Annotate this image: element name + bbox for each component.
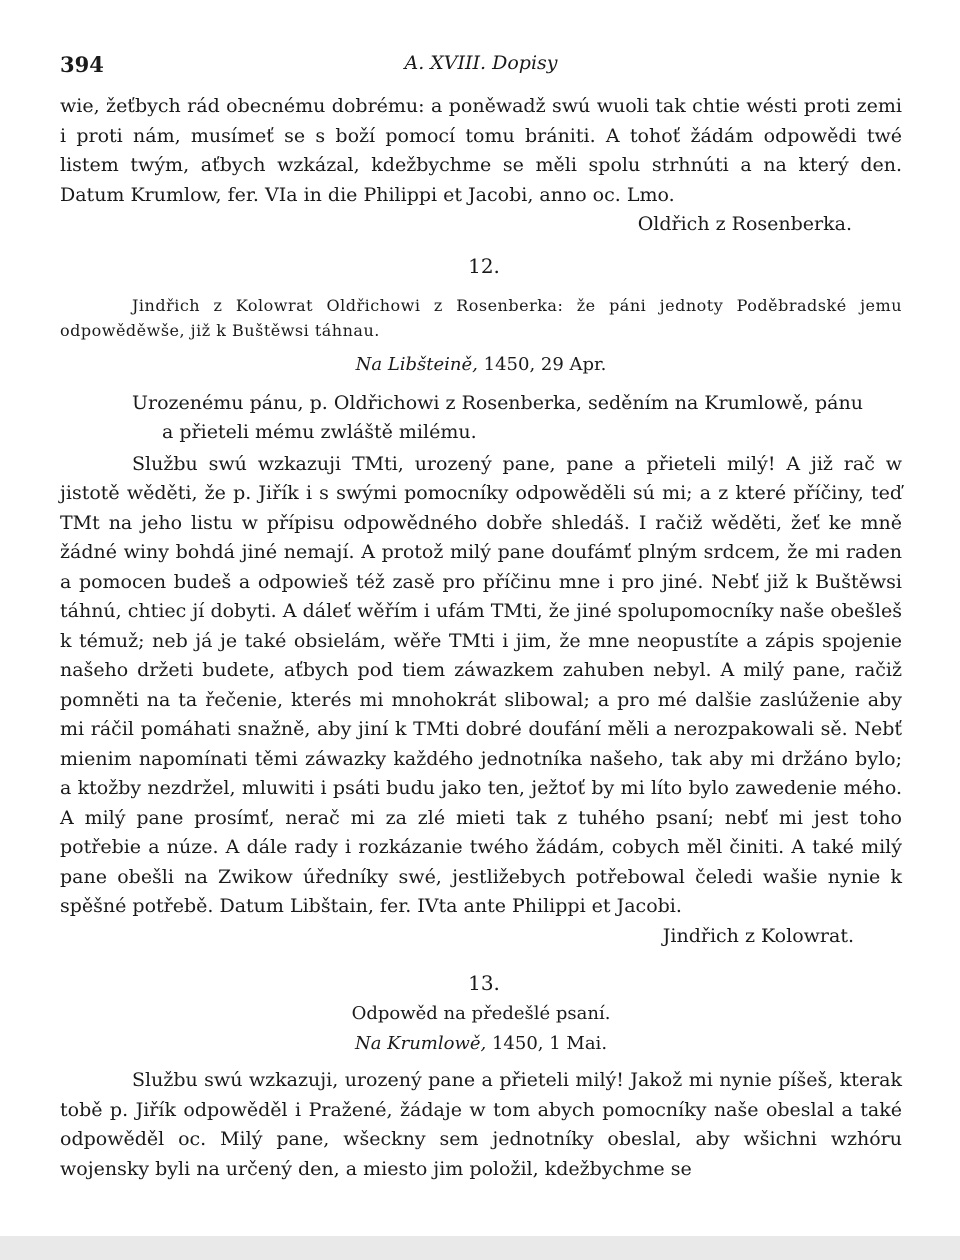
scan-bottom-edge <box>0 1236 960 1260</box>
page-number: 394 <box>60 52 104 77</box>
page-header <box>60 52 902 82</box>
letter-12-address-line1: Urozenému pánu, p. Oldřichowi z Rosenberka, seděním na Krumlowě, pánu <box>132 391 863 414</box>
signature-jindrich: Jindřich z Kolowrat. <box>662 924 854 947</box>
page-content <box>60 92 902 1184</box>
letter-13-place: Na Krumlowě, <box>354 1033 487 1054</box>
letter-12-body: Službu swú wzkazuji TMti, urozený pane, pane a přieteli milý! A již rač w jistotě wěděti, že p. Jiřík i s swými pomocníky odpowěděli sú mi; a z které příčiny, teď TMt na jeho listu w přípisu odpowědného dobře shledáš. I račiž wěděti, žeť ke mně žádné winy bohdá jiné nemají. A protož milý pane doufámť plným srdcem, že mi raden a pomocen budeš a odpowieš též zasě pro příčinu mne i pro jiné. Nebť již k Buštěwsi táhnú, chtiec jí dobyti. A dáleť wěřím i ufám TMti, že jiné spolupomocníky naše obešleš k témuž; neb já je také obsielám, wěře TMti i jim, že mne neopustíte a zápis spojenie našeho držeti budete, aťbych pod tiem záwazkem zahuben nebyl. A milý pane, račiž pomněti na ta řečenie, kterés mi mnohokrát slibowal; a pro mé dalšie zaslúženie aby mi ráčil pomáhati snažně, aby jiní k TMti dobré doufání měli a nerozpakowali sě. Nebť mienim napomínati těmi záwazky každého jednotníka našeho, tak aby mi držáno bylo; a ktožby nezdržel, mluwiti i psáti budu jako ten, ježtoť by mi líto bylo zawedenie mého. A milý pane prosímť, nerač mi za zlé mieti tak z tuhého psaní; nebť mi jest toho potřebie a núze. A dále rady i rozkázanie twého žádám, cobych měl činiti. A také milý pane obešli na Zwikow úředníky swé, jestližebych potřebowal čeledi wašie nynie k spěšné potřebě. Datum Libštain, fer. IVta ante Philippi et Jacobi. <box>60 452 902 917</box>
letter-13-date: 1450, 1 Mai. <box>491 1033 608 1054</box>
letter-12-address-line2: a přieteli mému zwláště milému. <box>162 421 477 443</box>
signature-oldrich: Oldřich z Rosenberka. <box>637 213 852 235</box>
letter-12-dateline <box>60 351 902 379</box>
letter-12-summary <box>60 293 902 343</box>
letter-13-dateline <box>60 1030 902 1058</box>
letter-12-date: 1450, 29 Apr. <box>483 353 607 375</box>
letter-number-12: 12. <box>468 253 500 278</box>
letter-13-title: Odpowěd na předešlé psaní. <box>351 1003 611 1024</box>
letter-12-place: Na Libšteině, <box>355 353 478 375</box>
continuation-text: wie, žeťbych rád obecnému dobrému: a poněwadž swú wuoli tak chtie wésti proti zemi i proti nám, musímeť se s boží pomocí tomu brániti. A tohoť žádám odpowědi twé listem twým, aťbych wzkázal, kdežbychme se měli spolu strhnúti a na který den. Datum Krumlow, fer. VIa in die Philippi et Jacobi, anno oc. Lmo. <box>60 95 902 206</box>
letter-number-13: 13. <box>468 971 500 995</box>
letter-12-summary-text: Jindřich z Kolowrat Oldřichowi z Rosenberka: že páni jednoty Poděbradské jemu odpowěděwše, již k Buštěwsi táhnau. <box>60 295 902 340</box>
running-title: A. XVIII. Dopisy <box>404 52 558 74</box>
letter-13-body: Službu swú wzkazuji, urozený pane a přieteli milý! Jakož mi nynie píšeš, kterak tobě p. Jiřík odpowěděl i Pražené, žádaje w tom abych pomocníky naše obeslal a také odpowěděl oc. Milý pane, wšeckny sem jednotníky obeslal, aby wšichni wzhóru wojensky byli na určený den, a miesto jim položil, kdežbychme se <box>60 1069 902 1180</box>
letter-12-address <box>60 389 902 448</box>
